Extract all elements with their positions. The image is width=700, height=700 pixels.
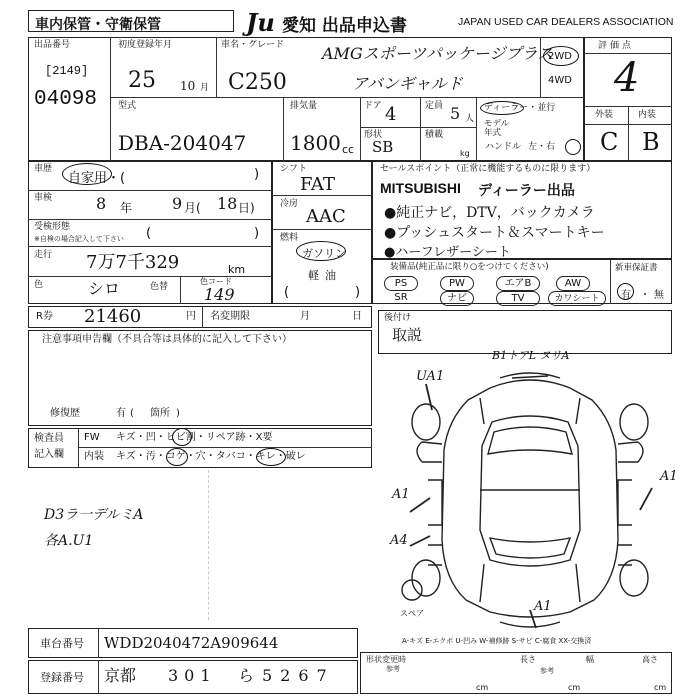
color-code-label: 色コード <box>200 277 232 286</box>
history-value: 自家用・( <box>68 171 126 186</box>
name-change-day: 日 <box>352 311 362 322</box>
inspection-form-close: ) <box>254 226 260 241</box>
model-grade-line1: AMGスポーツパッケージプラス <box>322 44 553 63</box>
length-label: 長さ <box>520 655 536 664</box>
color-value: シロ <box>88 279 121 298</box>
row-divider <box>28 190 272 191</box>
handle-label: ハンドル <box>485 142 522 152</box>
displacement-value: 1800 <box>290 131 341 155</box>
row-divider <box>28 246 272 247</box>
registration-year: 25 <box>128 68 156 93</box>
dimension-ref-1: 参考 <box>386 665 400 673</box>
model-year-label: モデル年式 <box>484 119 510 138</box>
equip-navi: ナビ <box>440 291 474 306</box>
model-name: C250 <box>228 70 287 95</box>
plate-number: 5267 <box>262 666 335 685</box>
col-divider <box>283 97 284 161</box>
drive-2wd: 2WD <box>548 51 572 62</box>
car-damage-diagram <box>380 350 680 635</box>
doors-label: ドア <box>364 101 382 111</box>
row-divider <box>272 229 372 230</box>
diagram-mark-a4: A4 <box>390 533 408 548</box>
col-divider <box>216 37 217 97</box>
mileage-value: 7万7千329 <box>86 252 180 273</box>
color-code: 149 <box>204 285 235 304</box>
col-divider <box>202 306 203 328</box>
equip-kawa-seat: カワシート <box>548 291 606 306</box>
equip-aw: AW <box>556 276 590 291</box>
fuel-close: ) <box>355 285 361 300</box>
fuel-diesel: 軽油 <box>308 269 342 282</box>
inspection-month: 9 <box>172 194 183 213</box>
repair-yes: 有 <box>116 408 126 419</box>
repair-close: ) <box>176 408 180 419</box>
association-name: JAPAN USED CAR DEALERS ASSOCIATION <box>458 16 674 28</box>
notes-label: 注意事項申告欄（不具合等は具体的に記入して下さい） <box>42 334 292 345</box>
load-label: 積載 <box>425 130 444 140</box>
mileage-label: 走行 <box>34 250 53 260</box>
registration-month-unit: 月 <box>200 83 210 93</box>
plate-region: 京都 <box>104 666 137 685</box>
shape-label: 形状 <box>364 130 383 140</box>
dimension-change-label: 形状変更時 <box>366 655 406 664</box>
cm-unit-3: cm <box>654 683 667 692</box>
capacity-label: 定員 <box>425 101 444 111</box>
inspector-interior: 内装 <box>84 451 104 462</box>
col-divider <box>78 428 79 468</box>
inspection-year: 8 <box>96 194 107 213</box>
inspection-label: 車検 <box>34 193 53 203</box>
fuel-label: 燃料 <box>280 233 299 243</box>
load-unit: kg <box>460 149 470 158</box>
dimension-change-box <box>360 652 672 694</box>
model-label: 車名・グレード <box>221 40 285 50</box>
shift-label: シフト <box>280 164 308 174</box>
cm-unit-1: cm <box>476 683 489 692</box>
color-label: 色 <box>34 280 44 290</box>
fuel-open: ( <box>284 285 290 300</box>
row-divider <box>78 447 372 448</box>
selling-point-3: ●ハーフレザーシート <box>384 245 511 260</box>
guarantee-no: 無 <box>654 290 664 301</box>
inspection-day-unit: 日) <box>238 201 255 215</box>
equip-tv: TV <box>496 291 540 306</box>
inspector-interior-text: キズ・汚・コゲ・穴・タバコ・キレ・破レ <box>116 451 306 462</box>
row-divider <box>584 124 672 125</box>
row-divider <box>28 276 272 277</box>
inspection-month-unit: 月( <box>184 201 201 215</box>
history-label: 車歴 <box>34 164 53 174</box>
rating-label: 評価点 <box>598 41 635 51</box>
diagram-mark-a1-right: A1 <box>660 469 678 484</box>
row-divider <box>110 97 584 98</box>
registration-month: 10 <box>180 79 196 93</box>
lot-label: 出品番号 <box>34 40 71 50</box>
displacement-unit: cc <box>342 143 355 156</box>
storage-label: 車内保管・守衛保管 <box>35 17 161 33</box>
equip-pw: PW <box>440 276 474 291</box>
selling-point-1: ●純正ナビ，DTV，バックカメラ <box>384 205 595 221</box>
plate-label: 登録番号 <box>40 671 84 684</box>
col-divider <box>180 277 181 304</box>
type-value: DBA-204047 <box>118 131 247 155</box>
inspection-year-unit: 年 <box>120 201 133 215</box>
marked-tobacco-circle <box>256 448 286 466</box>
aftermarket-box <box>378 310 672 354</box>
row-divider <box>360 127 476 128</box>
lot-number: 04098 <box>34 88 98 111</box>
ju-logo: Ju <box>246 8 275 37</box>
capacity-value: 5 <box>450 104 461 123</box>
selling-point-2: ●プッシュスタート＆スマートキー <box>384 225 605 241</box>
selling-points-label: セールスポイント（正常に機能するものに限ります） <box>380 164 596 174</box>
plate-class: 301 <box>168 666 217 685</box>
col-divider <box>98 660 99 694</box>
inspection-form-open: ( <box>146 226 152 241</box>
col-divider <box>110 37 111 161</box>
displacement-label: 排気量 <box>290 101 318 111</box>
width-label: 幅 <box>586 655 594 664</box>
ac-value: AAC <box>306 206 346 227</box>
name-change-label: 名変期限 <box>210 311 250 322</box>
equipment-label: 装備品(純正品に限り○をつけてください) <box>390 262 549 272</box>
height-label: 高さ <box>642 655 658 664</box>
storage-box <box>28 10 234 32</box>
doors-value: 4 <box>385 104 397 125</box>
dealer-brand: MITSUBISHI <box>380 180 461 196</box>
inspection-form-note: ※自検の場合記入して下さい <box>34 235 124 243</box>
capacity-unit: 人 <box>465 114 475 124</box>
fuel-gasoline: ガソリン <box>302 247 346 260</box>
diagram-mark-top: B1トアL ヌリA <box>492 349 570 362</box>
repair-part: 箇所 <box>150 408 170 419</box>
exterior-label: 外装 <box>595 110 614 120</box>
equip-sr: SR <box>394 292 408 303</box>
recycle-unit: 円 <box>186 311 196 322</box>
repair-label: 修復歴 <box>50 408 80 419</box>
interior-grade: B <box>642 128 660 156</box>
row-divider <box>28 219 272 220</box>
inspector-fw-text: キズ・凹・ヒビ割・リペア跡・X要 <box>116 432 273 443</box>
marked-dent-circle <box>172 428 192 446</box>
name-change-month: 月 <box>300 311 310 322</box>
row-divider <box>584 53 672 54</box>
exterior-grade: C <box>600 128 619 156</box>
inspection-form-label: 受検形態 <box>34 222 71 232</box>
inspector-label: 検査員 <box>34 433 64 444</box>
col-divider <box>360 97 361 161</box>
recycle-value: 21460 <box>84 306 142 327</box>
inspector-fw: FW <box>84 432 100 443</box>
registration-label: 初度登録年月 <box>118 40 173 50</box>
cm-unit-2: cm <box>568 683 581 692</box>
guarantee-yes: 有 <box>621 290 631 301</box>
form-title: 愛知 出品申込書 <box>282 16 407 36</box>
diagram-mark-ua1: UA1 <box>416 369 445 384</box>
lot-sub-number: [2149] <box>45 64 89 78</box>
diagram-mark-a1-left: A1 <box>392 487 410 502</box>
interior-label: 内装 <box>638 110 657 120</box>
inspector-note-1: D3ラ一デルミA <box>44 507 144 523</box>
col-divider <box>610 259 611 304</box>
dealer-listing: ディーラー出品 <box>478 183 575 199</box>
inspector-entry-label: 記入欄 <box>34 449 64 460</box>
col-divider <box>476 97 477 161</box>
dealer-label: ディーラー・並行 <box>484 103 556 113</box>
recycle-label: R券 <box>36 311 53 322</box>
col-divider <box>628 106 629 161</box>
chassis-label: 車台番号 <box>40 637 84 650</box>
col-divider <box>420 97 421 161</box>
rating-score: 4 <box>614 55 640 101</box>
repaint-label: 色替 <box>150 282 169 292</box>
recycle-row <box>28 306 372 328</box>
handle-right-circle <box>565 139 581 155</box>
aftermarket-value: 取説 <box>392 326 423 344</box>
inspector-note-2: 各A.U1 <box>44 533 94 549</box>
mileage-unit: km <box>228 263 246 276</box>
spare-label: スペア <box>400 609 424 618</box>
diagram-mark-a1-bottom: A1 <box>534 599 552 614</box>
faint-divider <box>208 470 209 620</box>
col-divider <box>98 628 99 658</box>
history-close: ) <box>254 167 260 182</box>
aftermarket-label: 後付け <box>384 313 412 323</box>
plate-kana: ら <box>238 666 255 685</box>
guarantee-dot: ・ <box>640 290 650 301</box>
type-label: 型式 <box>118 101 137 111</box>
row-divider <box>272 195 372 196</box>
model-grade-line2: アバンギャルド <box>352 74 463 93</box>
new-guarantee-label: 新車保証書 <box>615 263 658 273</box>
damage-legend: A-キズ E-エクボ U-凹み W-補修跡 S-サビ C-腐食 XX-交換済 <box>402 637 592 645</box>
dimension-ref-2: 参考 <box>540 667 554 675</box>
repair-open: ( <box>130 408 134 419</box>
shape-value: SB <box>372 138 394 156</box>
shift-value: FAT <box>300 174 335 195</box>
handle-value: 左・右 <box>528 142 556 152</box>
equip-airbag: エアB <box>496 276 540 291</box>
drive-4wd: 4WD <box>548 75 572 86</box>
equip-ps: PS <box>384 276 418 291</box>
marked-dirty-circle <box>166 448 188 466</box>
ac-label: 冷房 <box>280 199 299 209</box>
chassis-number: WDD2040472A909644 <box>104 634 279 652</box>
inspection-day: 18 <box>217 194 238 213</box>
